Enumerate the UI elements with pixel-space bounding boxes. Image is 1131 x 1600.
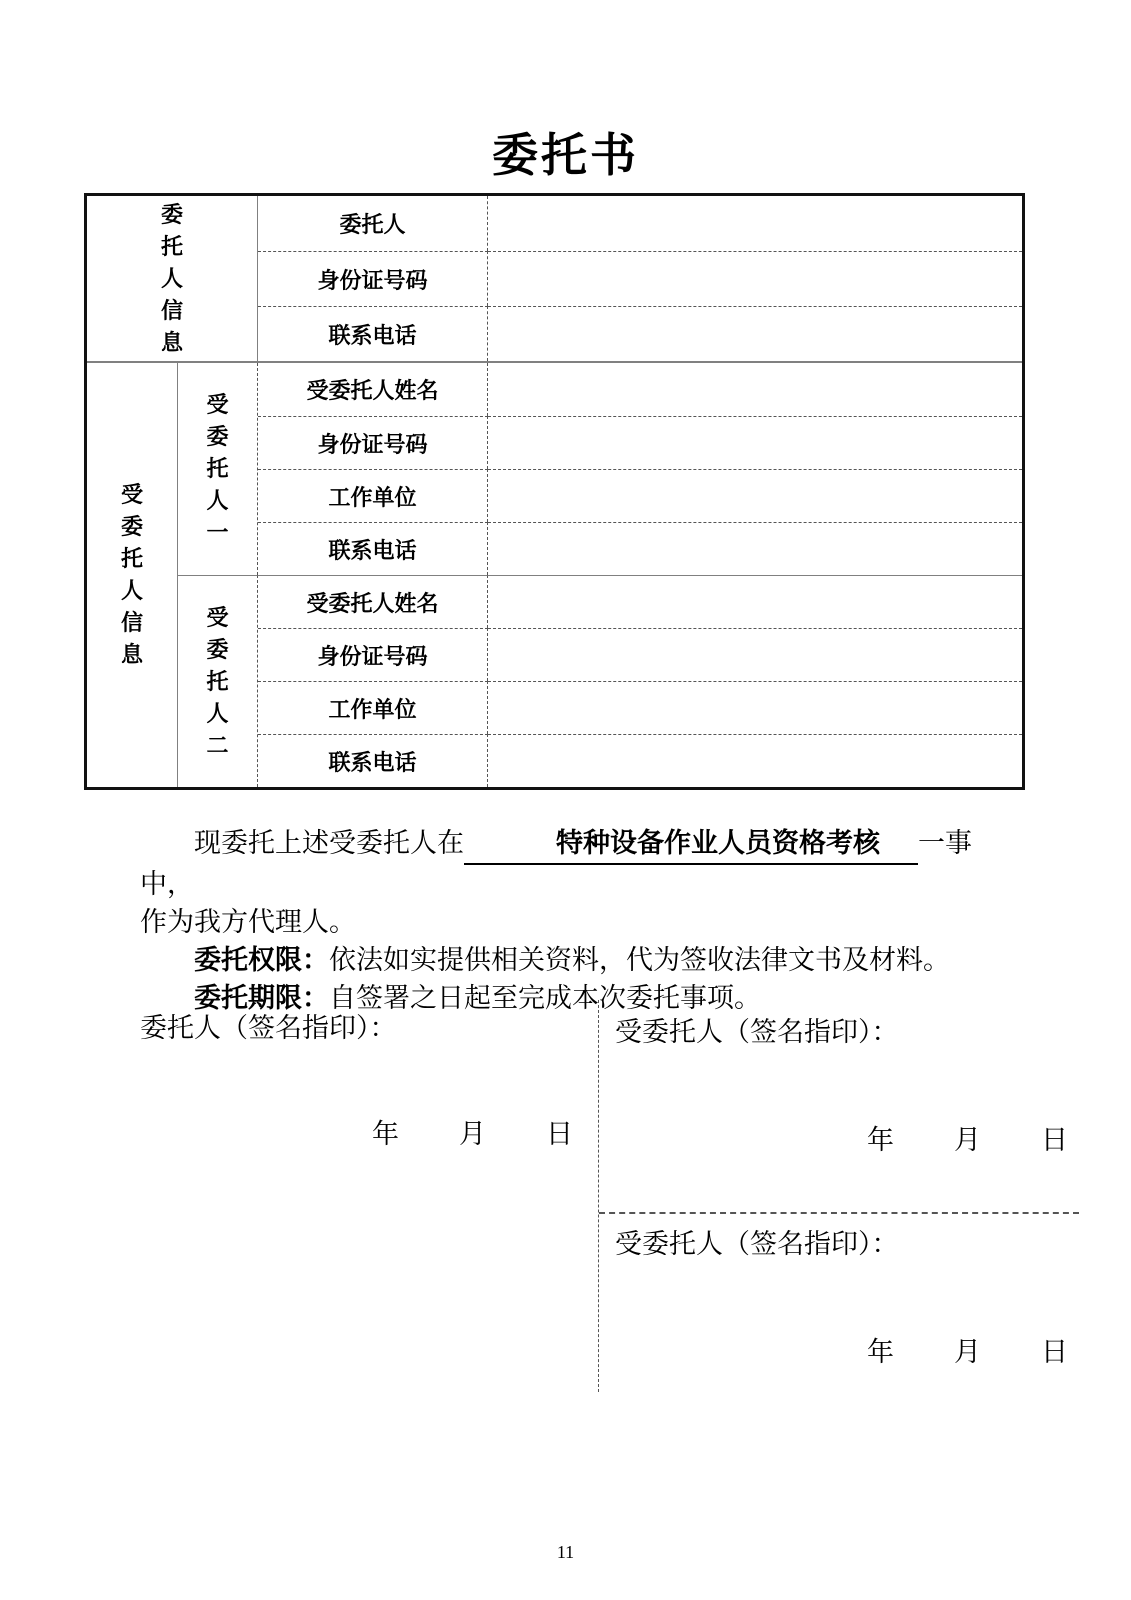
agent1-date-row	[867, 1118, 1068, 1157]
value-cell-agent1-phone	[488, 522, 1022, 575]
authority-line	[140, 941, 996, 979]
matter-blank-underline	[464, 824, 918, 865]
entrust-suffix: 一事中，	[140, 828, 972, 899]
value-cell-agent2-employer	[488, 681, 1022, 734]
row-label-agent2-id: 身份证号码	[258, 628, 488, 681]
value-cell-principal-name	[488, 196, 1022, 251]
agent1-group-cell	[178, 363, 258, 575]
entrust-prefix: 现委托上述受委托人在	[194, 828, 464, 858]
page-number: 11	[556, 1542, 575, 1562]
duration-label: 委托期限：	[194, 983, 329, 1013]
matter-value: 特种设备作业人员资格考核	[556, 828, 880, 858]
month-label: 月	[954, 1125, 981, 1155]
agent1-group-label: 受委托人一	[206, 392, 229, 545]
agent2-group-cell	[178, 575, 258, 787]
agent1-signature-label: 受委托人（签名指印）：	[615, 1017, 899, 1047]
principal-signature-label: 委托人（签名指印）：	[140, 1013, 397, 1043]
row-label-agent2-phone: 联系电话	[258, 734, 488, 787]
principal-info-section	[87, 196, 1022, 361]
day-label: 日	[546, 1119, 573, 1149]
agents-group-label: 受委托人信息	[120, 482, 143, 667]
value-cell-agent1-employer	[488, 469, 1022, 522]
month-label: 月	[459, 1119, 486, 1149]
authorization-table	[84, 193, 1025, 790]
value-cell-principal-id	[488, 251, 1022, 306]
row-label-agent1-phone: 联系电话	[258, 522, 488, 575]
body-text	[140, 824, 996, 1017]
row-label-principal-phone: 联系电话	[258, 306, 488, 361]
row-label-agent1-name: 受委托人姓名	[258, 363, 488, 416]
entrust-statement-line1	[140, 824, 996, 903]
principal-date-row	[372, 1112, 573, 1151]
agent2-signature-label: 受委托人（签名指印）：	[615, 1229, 899, 1259]
year-label: 年	[867, 1125, 894, 1155]
value-cell-agent2-id	[488, 628, 1022, 681]
day-label: 日	[1041, 1125, 1068, 1155]
agent2-group-label: 受委托人二	[206, 604, 229, 758]
agents-group-cell	[87, 363, 178, 787]
value-cell-agent2-name	[488, 575, 1022, 628]
day-label: 日	[1041, 1337, 1068, 1367]
row-label-agent2-name: 受委托人姓名	[258, 575, 488, 628]
value-cell-agent2-phone	[488, 734, 1022, 787]
document-title: 委托书	[492, 130, 639, 181]
row-label-agent1-id: 身份证号码	[258, 416, 488, 469]
entrust-statement-line2: 作为我方代理人。	[140, 907, 356, 937]
authority-text: 依法如实提供相关资料，代为签收法律文书及材料。	[329, 945, 950, 975]
row-label-agent2-employer: 工作单位	[258, 681, 488, 734]
agent-signature-divider	[599, 1212, 1079, 1214]
value-cell-agent1-name	[488, 363, 1022, 416]
duration-text: 自签署之日起至完成本次委托事项。	[329, 983, 761, 1013]
authority-label: 委托权限：	[194, 945, 329, 975]
agent2-date-row	[867, 1330, 1068, 1369]
year-label: 年	[372, 1119, 399, 1149]
principal-group-label: 委托人信息	[160, 201, 183, 355]
row-label-principal-id: 身份证号码	[258, 251, 488, 306]
principal-group-cell	[87, 196, 258, 361]
value-cell-principal-phone	[488, 306, 1022, 361]
value-cell-agent1-id	[488, 416, 1022, 469]
agent-signature-column	[598, 1000, 1090, 1392]
month-label: 月	[954, 1337, 981, 1367]
year-label: 年	[867, 1337, 894, 1367]
agents-info-section	[87, 361, 1022, 787]
row-label-agent1-employer: 工作单位	[258, 469, 488, 522]
row-label-principal-name: 委托人	[258, 196, 488, 251]
